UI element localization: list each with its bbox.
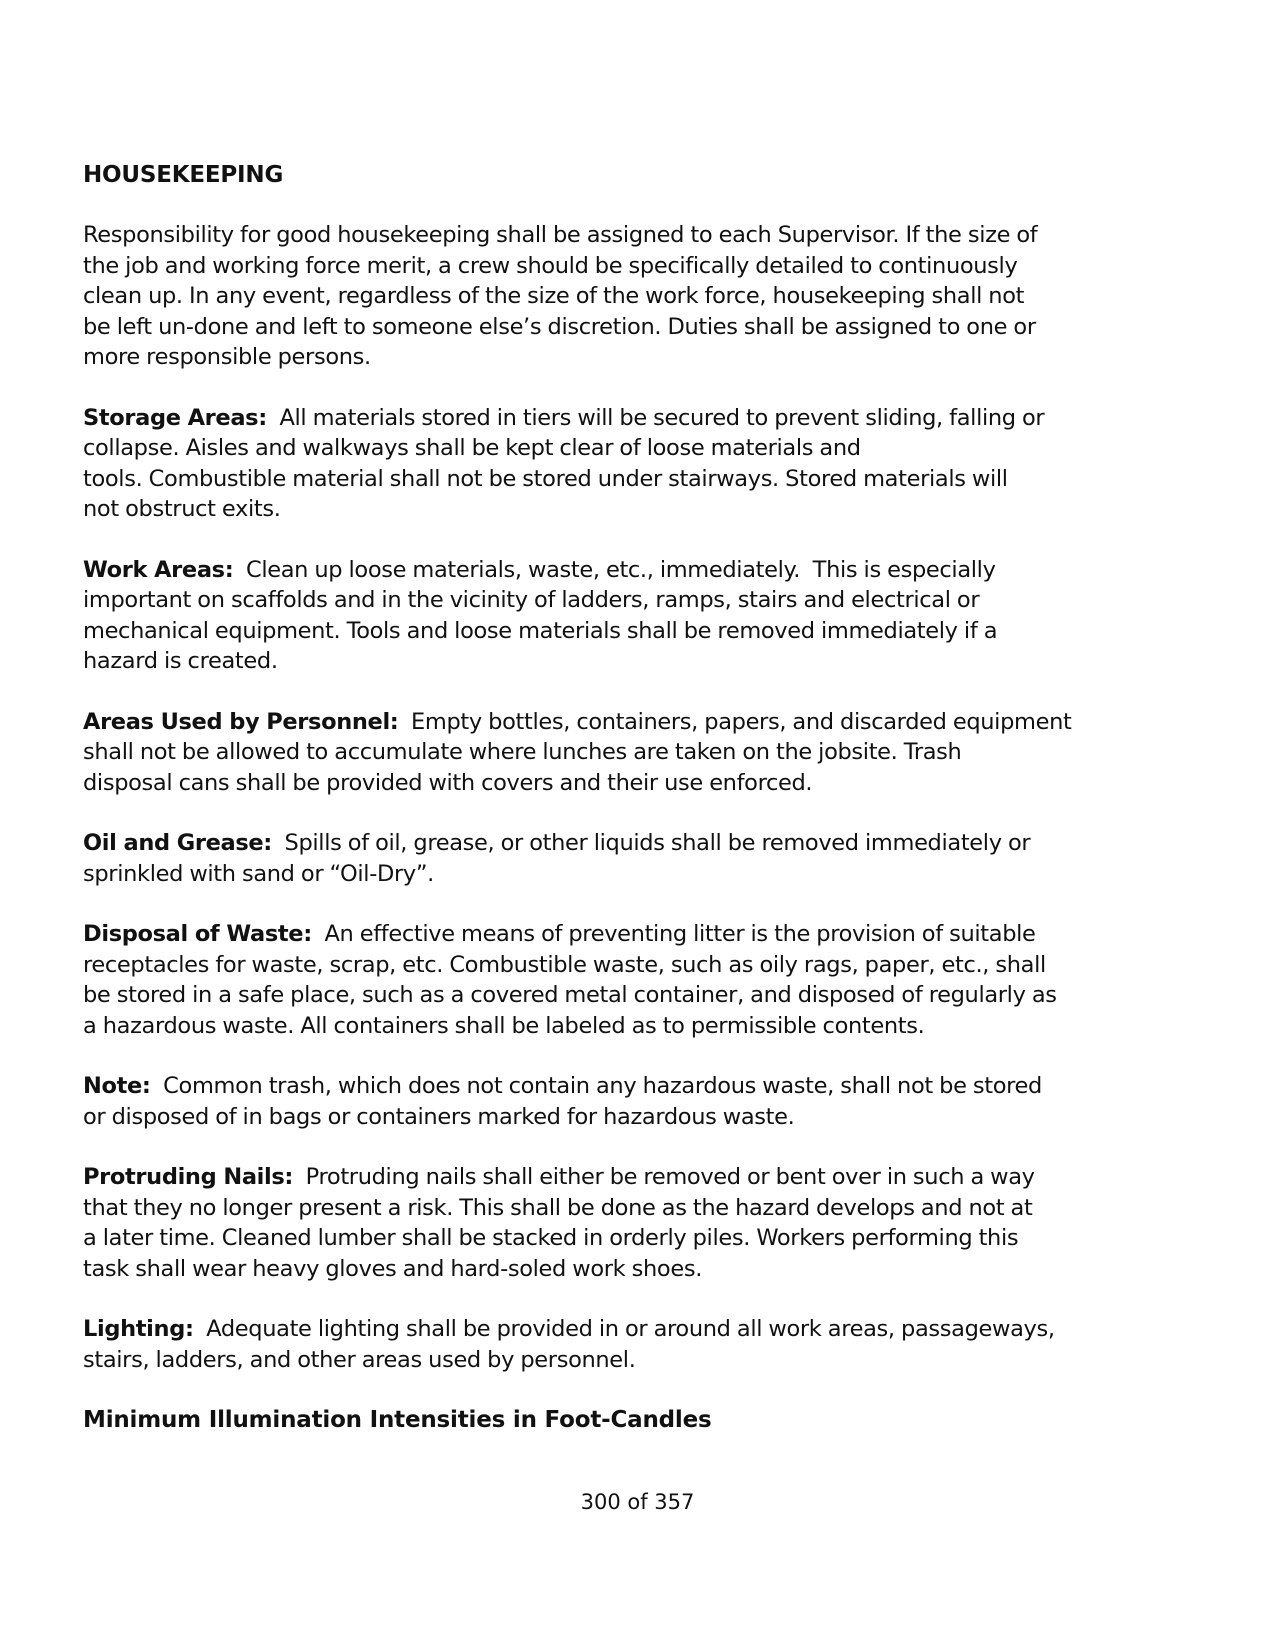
intro-line: the job and working force merit, a crew should be specifically detailed to continuously: [83, 252, 1018, 279]
section-line: that they no longer present a risk. This shall be done as the hazard develops and not at: [83, 1194, 1033, 1221]
section-areas-used-by-personnel: [83, 707, 1193, 799]
section-label: Areas Used by Personnel:: [83, 708, 399, 735]
intro-paragraph: [83, 220, 1193, 373]
section-line: collapse. Aisles and walkways shall be kept clear of loose materials and: [83, 435, 861, 461]
section-line: not obstruct exits.: [83, 496, 281, 522]
section-line: stairs, ladders, and other areas used by personnel.: [83, 1346, 636, 1373]
section-line: Empty bottles, containers, papers, and discarded equipment: [398, 708, 1072, 735]
section-disposal-of-waste: [83, 919, 1193, 1041]
section-line: be stored in a safe place, such as a covered metal container, and disposed of regularly as: [83, 982, 1057, 1008]
section-label: Protruding Nails:: [83, 1164, 294, 1190]
section-line: sprinkled with sand or “Oil-Dry”.: [83, 860, 434, 887]
page-number: 300 of 357: [580, 1490, 695, 1514]
section-storage-areas: [83, 403, 1193, 525]
section-line: Clean up loose materials, waste, etc., immediately. This is especially: [233, 556, 996, 583]
section-label: Storage Areas:: [83, 404, 267, 431]
section-line: Protruding nails shall either be removed or bent over in such a way: [293, 1164, 1035, 1190]
intro-line: be left un-done and left to someone else’s discretion. Duties shall be assigned to one or: [83, 313, 1036, 340]
page-title: HOUSEKEEPING: [83, 162, 284, 188]
section-line: mechanical equipment. Tools and loose materials shall be removed immediately if a: [83, 617, 998, 644]
section-label: Oil and Grease:: [83, 830, 272, 856]
intro-line: clean up. In any event, regardless of the size of the work force, housekeeping shall not: [83, 283, 1025, 309]
section-line: Spills of oil, grease, or other liquids shall be removed immediately or: [271, 830, 1031, 856]
section-line: receptacles for waste, scrap, etc. Combustible waste, such as oily rags, paper, etc., shall: [83, 951, 1046, 978]
section-line: shall not be allowed to accumulate where lunches are taken on the jobsite. Trash: [83, 739, 962, 765]
section-line: important on scaffolds and in the vicinity of ladders, ramps, stairs and electrical or: [83, 587, 980, 613]
intro-line: Responsibility for good housekeeping shall be assigned to each Supervisor. If the size of: [83, 222, 1038, 248]
section-note: [83, 1071, 1193, 1132]
section-label: Work Areas:: [83, 556, 234, 583]
table-heading: Minimum Illumination Intensities in Foot-Candles: [83, 1407, 712, 1433]
section-lighting: [83, 1314, 1193, 1375]
section-work-areas: [83, 555, 1193, 677]
section-line: Common trash, which does not contain any hazardous waste, shall not be stored: [150, 1073, 1042, 1099]
section-label: Lighting:: [83, 1316, 194, 1342]
section-line: a hazardous waste. All containers shall be labeled as to permissible contents.: [83, 1012, 925, 1039]
section-line: hazard is created.: [83, 648, 278, 674]
section-line: or disposed of in bags or containers marked for hazardous waste.: [83, 1103, 795, 1130]
section-line: An effective means of preventing litter is the provision of suitable: [311, 921, 1036, 947]
section-line: Adequate lighting shall be provided in or around all work areas, passageways,: [193, 1316, 1055, 1342]
section-line: All materials stored in tiers will be secured to prevent sliding, falling or: [266, 404, 1045, 431]
section-label: Note:: [83, 1073, 151, 1099]
section-line: a later time. Cleaned lumber shall be stacked in orderly piles. Workers performing this: [83, 1225, 1019, 1251]
document-body: [83, 160, 1193, 1435]
section-line: task shall wear heavy gloves and hard-soled work shoes.: [83, 1255, 703, 1282]
section-protruding-nails: [83, 1162, 1193, 1284]
section-line: disposal cans shall be provided with covers and their use enforced.: [83, 769, 813, 796]
intro-line: more responsible persons.: [83, 344, 371, 370]
section-label: Disposal of Waste:: [83, 921, 312, 947]
section-line: tools. Combustible material shall not be stored under stairways. Stored materials will: [83, 465, 1008, 492]
section-oil-and-grease: [83, 828, 1193, 889]
